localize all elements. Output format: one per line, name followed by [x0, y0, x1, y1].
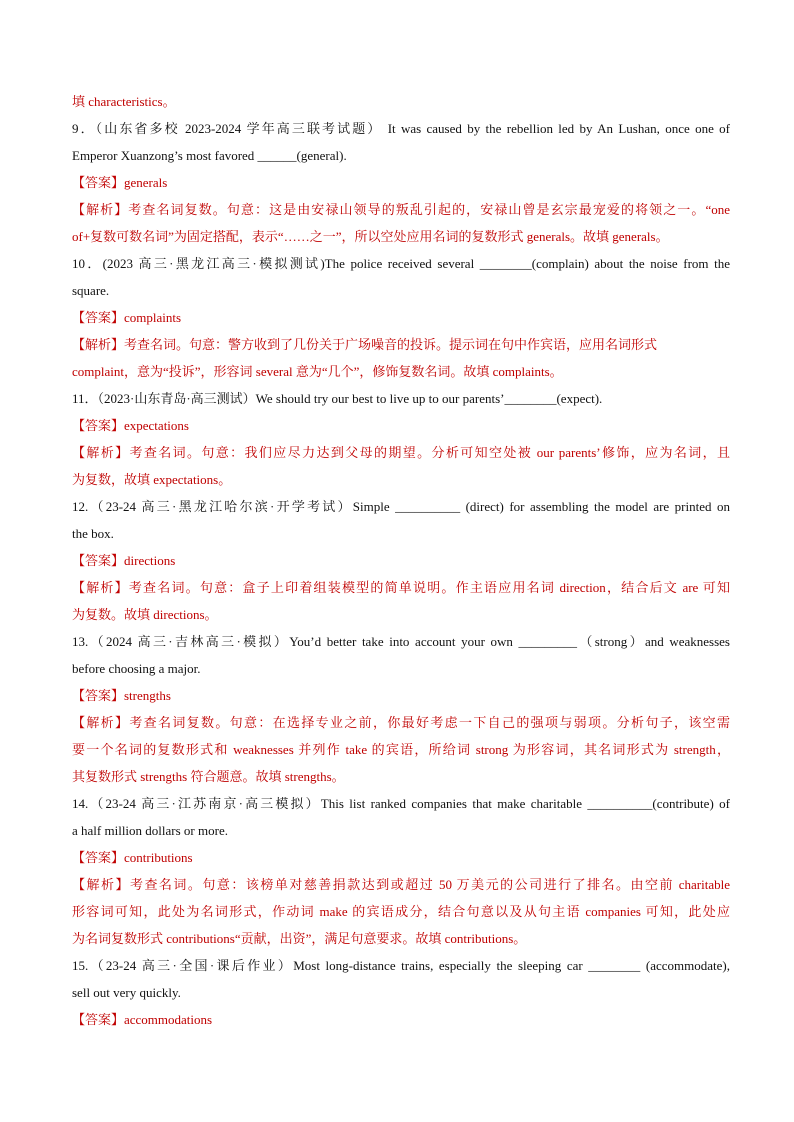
question-text: 14.（23-24 高三·江苏南京·高三模拟）This list ranked companies that make charitable __________(contribute) of — [72, 796, 730, 811]
answer-line: 【答案】contributions — [72, 850, 193, 865]
question-text: square. — [72, 283, 110, 298]
answer-line: 【答案】expectations — [72, 418, 189, 433]
question-text: before choosing a major. — [72, 661, 201, 676]
question-text: 15.（23-24 高三·全国·课后作业）Most long-distance trains, especially the sleeping car ________ (accommodate), — [72, 958, 730, 973]
previous-analysis-tail: 填 characteristics。 — [72, 94, 176, 109]
question-text: 12.（23-24 高三·黑龙江哈尔滨·开学考试）Simple __________ (direct) for assembling the model are printed on — [72, 499, 730, 514]
question-10 — [72, 250, 730, 385]
analysis-line: complaint，意为“投诉”，形容词 several 意为“几个”，修饰复数名词。故填 complaints。 — [72, 364, 563, 379]
analysis-line: 【解析】考查名词。句意：我们应尽力达到父母的期望。分析可知空处被 our parents’修饰，应为名词，且 — [72, 445, 730, 460]
analysis-line: 为名词复数形式 contributions“贡献，出资”，满足句意要求。故填 contributions。 — [72, 931, 527, 946]
analysis-line: 【解析】考查名词。句意：警方收到了几份关于广场噪音的投诉。提示词在句中作宾语，应用名词形式 — [72, 337, 658, 352]
question-text: a half million dollars or more. — [72, 823, 228, 838]
answer-line: 【答案】accommodations — [72, 1012, 213, 1027]
question-text: 13.（2024 高三·吉林高三·模拟）You’d better take into account your own _________（strong）and weaknesses — [72, 634, 730, 649]
question-12 — [72, 493, 730, 628]
answer-line: 【答案】directions — [72, 553, 176, 568]
analysis-line: 其复数形式 strengths 符合题意。故填 strengths。 — [72, 769, 345, 784]
question-11 — [72, 385, 730, 493]
analysis-line: of+复数可数名词”为固定搭配，表示“……之一”，所以空处应用名词的复数形式 generals。故填 generals。 — [72, 229, 669, 244]
answer-line: 【答案】strengths — [72, 688, 171, 703]
question-text: 10．(2023 高三·黑龙江高三·模拟测试)The police received several ________(complain) about the noise from the — [72, 256, 730, 271]
analysis-line: 【解析】考查名词。句意：盒子上印着组装模型的简单说明。作主语应用名词 direction，结合后文 are 可知 — [72, 580, 730, 595]
analysis-line: 【解析】考查名词。句意：该榜单对慈善捐款达到或超过 50 万美元的公司进行了排名。由空前 charitable — [72, 877, 730, 892]
question-9 — [72, 115, 730, 250]
analysis-line: 为复数，故填 expectations。 — [72, 472, 232, 487]
question-text: sell out very quickly. — [72, 985, 181, 1000]
answer-line: 【答案】complaints — [72, 310, 182, 325]
analysis-line: 【解析】考查名词复数。句意：在选择专业之前，你最好考虑一下自己的强项与弱项。分析句子，该空需 — [72, 715, 730, 730]
question-text: 11．（2023·山东青岛·高三测试）We should try our best to live up to our parents’________(expect). — [72, 391, 603, 406]
analysis-line: 要一个名词的复数形式和 weaknesses 并列作 take 的宾语，所给词 strong 为形容词，其名词形式为 strength， — [72, 742, 730, 757]
document-page — [72, 88, 730, 1033]
analysis-line: 【解析】考查名词复数。句意：这是由安禄山领导的叛乱引起的，安禄山曾是玄宗最宠爱的将领之一。“one — [72, 202, 730, 217]
analysis-line: 为复数。故填 directions。 — [72, 607, 218, 622]
question-14 — [72, 790, 730, 952]
answer-line: 【答案】generals — [72, 175, 168, 190]
question-text: 9．（山东省多校 2023-2024 学年高三联考试题） It was caused by the rebellion led by An Lushan, once one of — [72, 121, 730, 136]
analysis-line: 形容词可知，此处为名词形式，作动词 make 的宾语成分，结合句意以及从句主语 companies 可知，此处应 — [72, 904, 730, 919]
question-text: Emperor Xuanzong’s most favored ______(general). — [72, 148, 347, 163]
question-13 — [72, 628, 730, 790]
question-15 — [72, 952, 730, 1033]
question-text: the box. — [72, 526, 114, 541]
